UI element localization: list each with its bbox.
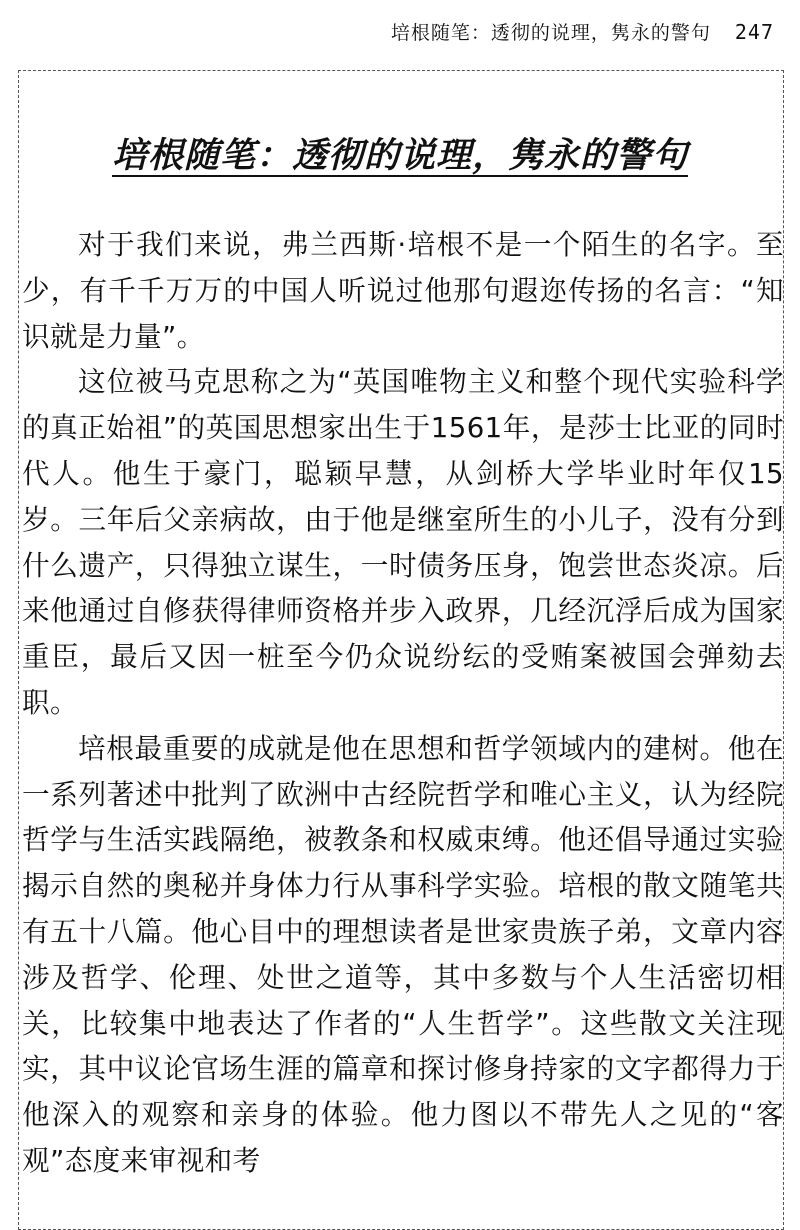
paragraph-2: 这位被马克思称之为“英国唯物主义和整个现代实验科学的真正始祖”的英国思想家出生于1561年，是莎士比亚的同时代人。他生于豪门，聪颖早慧，从剑桥大学毕业时年仅15岁。三年后父亲病故，由于他是继室所生的小儿子，没有分到什么遗产，只得独立谋生，一时债务压身，饱尝世态炎凉。后来他通过自修获得律师资格并步入政界，几经沉浮后成为国家重臣，最后又因一桩至今仍众说纷纭的受贿案被国会弹劾去职。	[22, 365, 784, 719]
running-title: 培根随笔：透彻的说理，隽永的警句	[390, 22, 711, 44]
article-body	[22, 222, 784, 1184]
page-number: 247	[734, 20, 774, 44]
running-header	[391, 18, 774, 45]
paragraph-3: 培根最重要的成就是他在思想和哲学领域内的建树。他在一系列著述中批判了欧洲中古经院哲学和唯心主义，认为经院哲学与生活实践隔绝，被教条和权威束缚。他还倡导通过实验揭示自然的奥秘并身体力行从事科学实验。培根的散文随笔共有五十八篇。他心目中的理想读者是世家贵族子弟，文章内容涉及哲学、伦理、处世之道等，其中多数与个人生活密切相关，比较集中地表达了作者的“人生哲学”。这些散文关注现实，其中议论官场生涯的篇章和探讨修身持家的文字都得力于他深入的观察和亲身的体验。他力图以不带先人之见的“客观”态度来审视和考	[22, 731, 784, 1177]
paragraph-1: 对于我们来说，弗兰西斯·培根不是一个陌生的名字。至少，有千千万万的中国人听说过他那句遐迩传扬的名言：“知识就是力量”。	[22, 228, 784, 353]
article-title: 培根随笔：透彻的说理，隽永的警句	[111, 136, 688, 176]
